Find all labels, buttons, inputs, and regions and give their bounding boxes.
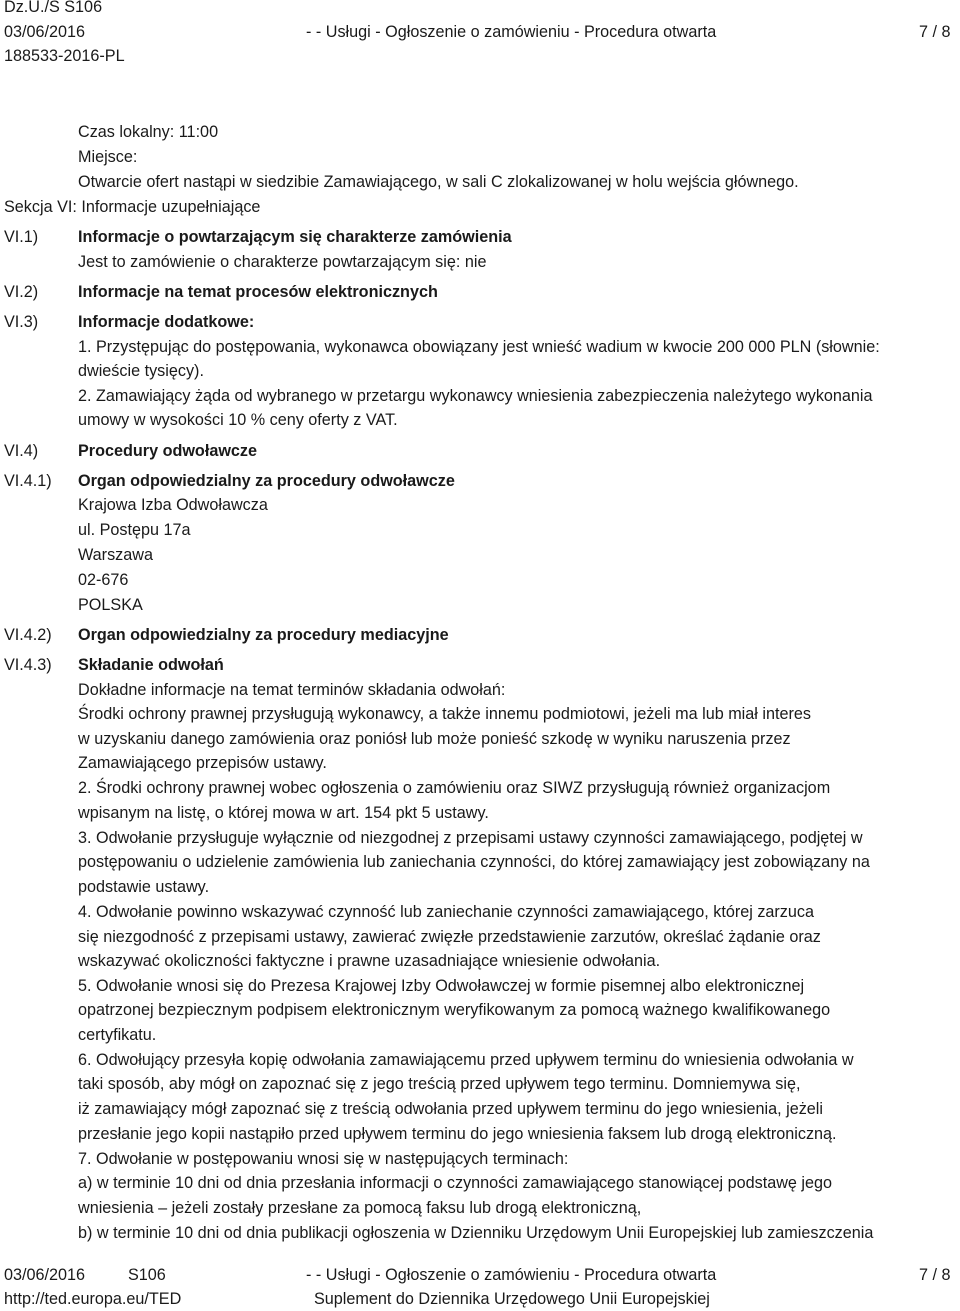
vi4-title: Procedury odwoławcze — [78, 442, 258, 460]
vi43-line: Środki ochrony prawnej przysługują wykonawcy, a także innemu podmiotowi, jeżeli ma lub miał interes — [78, 705, 811, 723]
header-date: 03/06/2016 — [4, 23, 86, 41]
vi2-title: Informacje na temat procesów elektronicznych — [78, 283, 438, 301]
vi3-p1-line2: dwieście tysięcy). — [78, 362, 204, 380]
vi43-line: wniesienia – jeżeli zostały przesłane za pomocą faksu lub drogą elektroniczną, — [78, 1199, 642, 1217]
vi3-p2-line2: umowy w wysokości 10 % ceny oferty z VAT. — [78, 411, 398, 429]
vi41-postcode: 02-676 — [78, 571, 129, 589]
section-title: Sekcja VI: Informacje uzupełniające — [4, 198, 261, 216]
header-title: - - Usługi - Ogłoszenie o zamówieniu - Procedura otwarta — [306, 23, 717, 41]
opening-local-time: Czas lokalny: 11:00 — [78, 123, 219, 141]
vi1-number: VI.1) — [4, 228, 39, 246]
footer-url[interactable]: http://ted.europa.eu/TED — [4, 1290, 182, 1308]
vi43-line: 7. Odwołanie w postępowaniu wnosi się w następujących terminach: — [78, 1150, 569, 1168]
vi43-line: a) w terminie 10 dni od dnia przesłania informacji o czynności zamawiającego stanowiącej podstawę jego — [78, 1174, 833, 1192]
vi43-title: Składanie odwołań — [78, 656, 224, 674]
vi43-line: b) w terminie 10 dni od dnia publikacji ogłoszenia w Dzienniku Urzędowym Unii Europejskiej lub zamieszczenia — [78, 1224, 874, 1242]
footer-series: S106 — [128, 1266, 166, 1284]
vi43-line: wpisanym na listę, o której mowa w art. 154 pkt 5 ustawy. — [78, 804, 489, 822]
vi43-number: VI.4.3) — [4, 656, 52, 674]
vi43-line: w uzyskaniu danego zamówienia oraz poniósł lub może ponieść szkodę w wyniku naruszenia przez — [78, 730, 791, 748]
vi43-line: 4. Odwołanie powinno wskazywać czynność lub zaniechanie czynności zamawiającego, której zarzuca — [78, 903, 815, 921]
vi43-line: postępowaniu o udzielenie zamówienia lub zaniechania czynności, do której zamawiający jest zobowiązany na — [78, 853, 870, 871]
footer-supplement: Suplement do Dziennika Urzędowego Unii Europejskiej — [314, 1290, 710, 1308]
vi43-line: Zamawiającego przepisów ustawy. — [78, 754, 327, 772]
vi43-line: 6. Odwołujący przesyła kopię odwołania zamawiającemu przed upływem terminu do wniesienia odwołania w — [78, 1051, 854, 1069]
vi4-number: VI.4) — [4, 442, 39, 460]
vi43-line: 3. Odwołanie przysługuje wyłącznie od niezgodnej z przepisami ustawy czynności zamawiającego, podjętej w — [78, 829, 863, 847]
vi3-p1-line1: 1. Przystępując do postępowania, wykonawca obowiązany jest wnieść wadium w kwocie 200 000 PLN (słownie: — [78, 338, 880, 356]
vi1-title: Informacje o powtarzającym się charakterze zamówienia — [78, 228, 512, 246]
notice-id: 188533-2016-PL — [4, 47, 125, 65]
opening-place-text: Otwarcie ofert nastąpi w siedzibie Zamawiającego, w sali C zlokalizowanej w holu wejścia głównego. — [78, 173, 799, 191]
vi1-text: Jest to zamówienie o charakterze powtarzającym się: nie — [78, 253, 487, 271]
opening-place-label: Miejsce: — [78, 148, 138, 166]
vi43-line: przesłanie jego kopii nastąpiło przed upływem terminu do jego wniesienia faksem lub drogą elektroniczną. — [78, 1125, 837, 1143]
footer-date: 03/06/2016 — [4, 1266, 86, 1284]
vi43-line: iż zamawiający mógł zapoznać się z treścią odwołania przed upływem terminu do jego wniesienia, jeżeli — [78, 1100, 823, 1118]
vi41-country: POLSKA — [78, 596, 143, 614]
doc-ref: Dz.U./S S106 — [4, 0, 103, 16]
vi43-line: certyfikatu. — [78, 1026, 157, 1044]
vi43-line: 2. Środki ochrony prawnej wobec ogłoszenia o zamówieniu oraz SIWZ przysługują również organizacjom — [78, 779, 831, 797]
vi41-number: VI.4.1) — [4, 472, 52, 490]
vi3-p2-line1: 2. Zamawiający żąda od wybranego w przetargu wykonawcy wniesienia zabezpieczenia należytego wykonania — [78, 387, 873, 405]
vi43-line: Dokładne informacje na temat terminów składania odwołań: — [78, 681, 506, 699]
vi3-number: VI.3) — [4, 313, 39, 331]
vi42-title: Organ odpowiedzialny za procedury mediacyjne — [78, 626, 449, 644]
vi42-number: VI.4.2) — [4, 626, 52, 644]
vi43-line: wskazywać okoliczności faktyczne i prawne uzasadniające wniesienie odwołania. — [78, 952, 661, 970]
vi3-title: Informacje dodatkowe: — [78, 313, 255, 331]
vi41-city: Warszawa — [78, 546, 153, 564]
vi41-title: Organ odpowiedzialny za procedury odwoławcze — [78, 472, 455, 490]
vi43-line: taki sposób, aby mógł on zapoznać się z jego treścią przed upływem tego terminu. Domniemywa się, — [78, 1075, 801, 1093]
vi41-street: ul. Postępu 17a — [78, 521, 191, 539]
vi43-line: 5. Odwołanie wnosi się do Prezesa Krajowej Izby Odwoławczej w formie pisemnej albo elektronicznej — [78, 977, 805, 995]
footer-page: 7 / 8 — [919, 1266, 951, 1284]
header-page: 7 / 8 — [919, 23, 951, 41]
vi41-name: Krajowa Izba Odwoławcza — [78, 496, 268, 514]
vi43-line: podstawie ustawy. — [78, 878, 210, 896]
vi43-line: opatrzonej bezpiecznym podpisem elektronicznym weryfikowanym za pomocą ważnego kwalifikowanego — [78, 1001, 831, 1019]
vi43-line: się niezgodność z przepisami ustawy, zawierać zwięzłe przedstawienie zarzutów, określać żądanie oraz — [78, 928, 821, 946]
vi2-number: VI.2) — [4, 283, 39, 301]
footer-title: - - Usługi - Ogłoszenie o zamówieniu - Procedura otwarta — [306, 1266, 717, 1284]
